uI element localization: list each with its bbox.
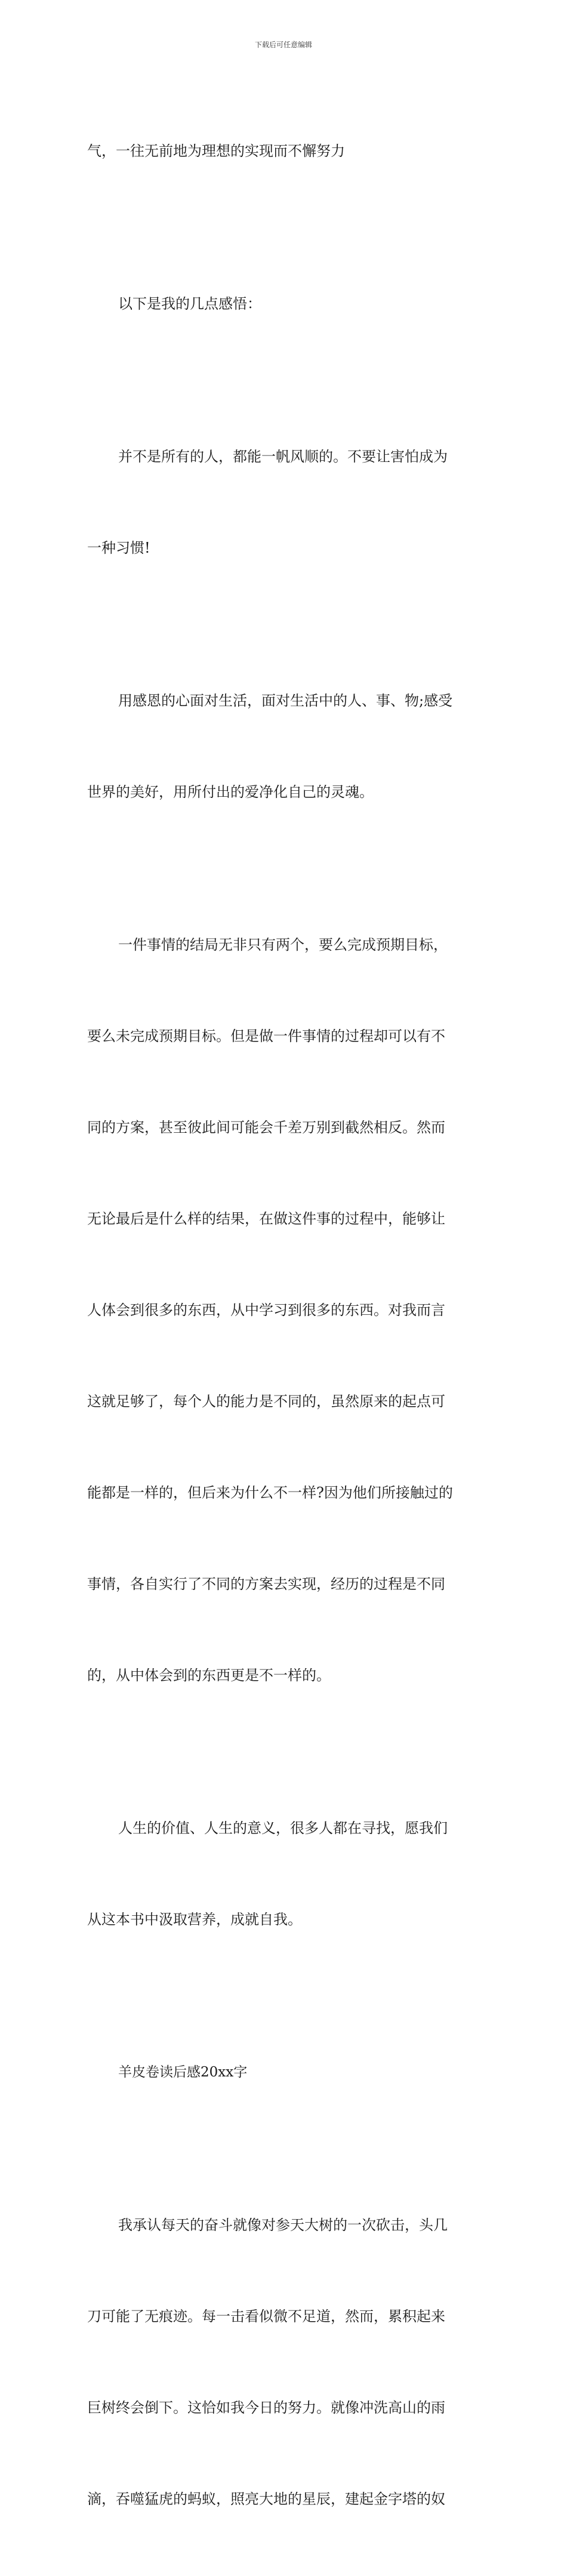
text-line: 我承认每天的奋斗就像对参天大树的一次砍击，头几 [118,2217,448,2233]
text-line: 的，从中体会到的东西更是不一样的。 [87,1667,331,1684]
paragraph-process [87,869,482,1752]
text-line: 要么未完成预期目标。但是做一件事情的过程却可以有不 [87,1028,445,1044]
paragraph-continuation [87,75,482,227]
text-line: 人体会到很多的东西，从中学习到很多的东西。对我而言 [87,1302,445,1318]
text-line: 同的方案，甚至彼此间可能会千差万别到截然相反。然而 [87,1119,445,1136]
text-line: 一种习惯! [87,540,150,556]
paragraph-value [87,1752,482,1996]
text-line: 从这本书中汲取营养，成就自我。 [87,1911,302,1928]
text-line: 这就足够了，每个人的能力是不同的，虽然原来的起点可 [87,1393,445,1410]
text-line: 世界的美好，用所付出的爱净化自己的灵魂。 [87,784,374,800]
paragraph-habit [87,381,482,624]
text-line: 事情，各自实行了不同的方案去实现，经历的过程是不同 [87,1576,445,1592]
paragraph-intro [87,228,482,380]
page-header: 下载后可任意编辑 [254,41,312,49]
text-line: 并不是所有的人，都能一帆风顺的。不要让害怕成为 [118,448,448,465]
section-title [87,1996,482,2149]
text-line: 以下是我的几点感悟： [118,295,261,312]
text-line: 能都是一样的，但后来为什么不一样?因为他们所接触过的 [87,1484,453,1501]
text-line: 气，一往无前地为理想的实现而不懈努力 [87,143,345,159]
text-line: 无论最后是什么样的结果，在做这件事的过程中，能够让 [87,1210,445,1227]
text-line: 刀可能了无痕迹。每一击看似微不足道，然而，累积起来 [87,2308,445,2325]
text-line: 巨树终会倒下。这恰如我今日的努力。就像冲洗高山的雨 [87,2399,445,2416]
paragraph-effort [87,2149,482,2575]
paragraph-gratitude [87,625,482,868]
text-line: 人生的价值、人生的意义，很多人都在寻找，愿我们 [118,1820,448,1837]
text-line: 一件事情的结局无非只有两个，要么完成预期目标， [118,936,448,953]
document-body [87,75,482,2576]
text-line: 用感恩的心面对生活，面对生活中的人、事、物;感受 [118,692,453,709]
text-line: 滴，吞噬猛虎的蚂蚁，照亮大地的星辰，建起金字塔的奴 [87,2491,445,2507]
text-line: 羊皮卷读后感20xx字 [118,2065,248,2080]
